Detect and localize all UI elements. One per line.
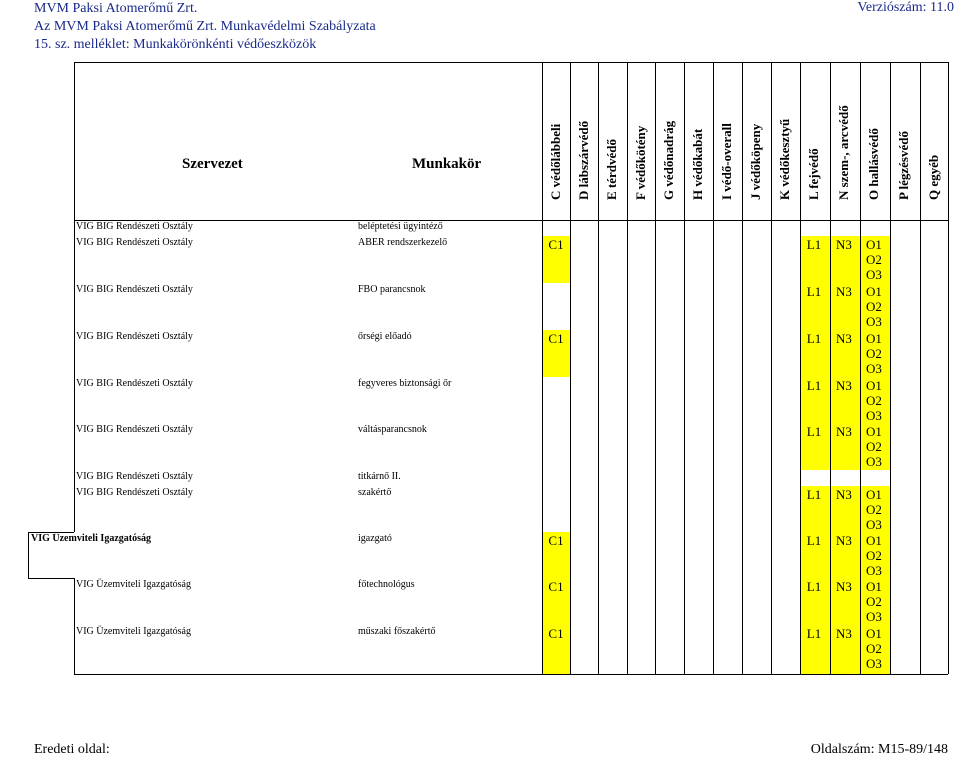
column-header-label: F védőkötény <box>633 125 648 200</box>
code-o: O1 <box>866 626 882 641</box>
code-l: L1 <box>806 331 822 346</box>
column-header-label: L fejvédő <box>806 148 821 200</box>
footer-original-page: Eredeti oldal: <box>34 742 110 757</box>
row-organization: VIG BIG Rendészeti Osztály <box>76 471 193 482</box>
row-job-title: váltásparancsnok <box>358 424 427 435</box>
grid-vline <box>74 62 75 220</box>
code-o: O3 <box>866 314 882 329</box>
code-o: O2 <box>866 502 882 517</box>
row-organization: VIG BIG Rendészeti Osztály <box>76 424 193 435</box>
row-job-title: ABER rendszerkezelő <box>358 237 448 248</box>
column-header-label: D lábszárvédő <box>576 120 591 200</box>
code-o: O2 <box>866 548 882 563</box>
column-header-label: E térdvédő <box>604 138 619 200</box>
code-o: O1 <box>866 533 882 548</box>
code-l: L1 <box>806 378 822 393</box>
grid-hline <box>74 220 948 221</box>
footer-page-number: Oldalszám: M15-89/148 <box>810 742 948 757</box>
code-o: O3 <box>866 454 882 469</box>
grid-vline <box>74 578 75 674</box>
code-o: O2 <box>866 439 882 454</box>
grid-vline <box>74 220 75 532</box>
column-header <box>570 70 598 220</box>
code-c: C1 <box>548 237 564 252</box>
row-organization: VIG BIG Rendészeti Osztály <box>76 487 193 498</box>
code-n: N3 <box>836 533 852 548</box>
grid-hline <box>28 578 74 579</box>
column-header <box>920 70 948 220</box>
column-header-label: G védőnadrág <box>661 120 676 200</box>
row-job-title: beléptetési ügyintéző <box>358 221 443 232</box>
code-o: O2 <box>866 641 882 656</box>
annex-title: 15. sz. melléklet: Munkakörönkénti védőeszközök <box>34 37 317 52</box>
code-o: O1 <box>866 424 882 439</box>
row-job-title: őrségi előadó <box>358 331 412 342</box>
column-header-label: N szem-, arcvédő <box>836 105 851 200</box>
grid-vline <box>28 532 29 578</box>
code-o: O3 <box>866 563 882 578</box>
code-o: O2 <box>866 594 882 609</box>
code-o: O2 <box>866 299 882 314</box>
code-n: N3 <box>836 626 852 641</box>
row-job-title: fegyveres biztonsági őr <box>358 378 452 389</box>
column-header-label: P légzésvédő <box>896 131 911 200</box>
column-header <box>542 70 570 220</box>
code-o: O1 <box>866 487 882 502</box>
code-o: O1 <box>866 579 882 594</box>
column-header <box>860 70 888 220</box>
code-n: N3 <box>836 487 852 502</box>
code-l: L1 <box>806 487 822 502</box>
row-job-title: szakértő <box>358 487 392 498</box>
code-o: O1 <box>866 378 882 393</box>
code-c: C1 <box>548 579 564 594</box>
job-column-header: Munkakör <box>412 156 482 172</box>
row-organization: VIG BIG Rendészeti Osztály <box>76 284 193 295</box>
row-job-title: főtechnológus <box>358 579 415 590</box>
column-header <box>598 70 626 220</box>
row-organization: VIG Üzemviteli Igazgatóság <box>76 626 191 637</box>
column-header-label: C védőlábbeli <box>548 123 563 200</box>
column-header <box>830 70 858 220</box>
column-header-label: K védőkesztyű <box>777 118 792 200</box>
code-l: L1 <box>806 533 822 548</box>
code-o: O3 <box>866 609 882 624</box>
document-title: Az MVM Paksi Atomerőmű Zrt. Munkavédelmi Szabályzata <box>34 19 376 34</box>
grid-vline <box>948 62 949 674</box>
code-o: O2 <box>866 393 882 408</box>
column-header <box>627 70 655 220</box>
row-organization: VIG BIG Rendészeti Osztály <box>76 331 193 342</box>
column-header-label: H védőkabát <box>690 128 705 200</box>
row-job-title: műszaki főszakértő <box>358 626 436 637</box>
row-job-title: igazgató <box>358 533 392 544</box>
org-column-header: Szervezet <box>182 156 243 172</box>
code-o: O3 <box>866 361 882 376</box>
column-header <box>713 70 741 220</box>
row-organization: VIG BIG Rendészeti Osztály <box>76 221 193 232</box>
column-header-label: O hallásvédő <box>866 128 881 200</box>
code-n: N3 <box>836 378 852 393</box>
code-n: N3 <box>836 237 852 252</box>
column-header <box>684 70 712 220</box>
code-o: O3 <box>866 656 882 671</box>
row-job-title: FBO parancsnok <box>358 284 426 295</box>
grid-hline <box>74 674 948 675</box>
column-header-label: Q egyéb <box>926 154 941 200</box>
version-label: Verziószám: 11.0 <box>857 0 954 15</box>
company-name: MVM Paksi Atomerőmű Zrt. <box>34 1 198 16</box>
column-header <box>890 70 918 220</box>
code-o: O2 <box>866 252 882 267</box>
code-c: C1 <box>548 331 564 346</box>
column-header-label: J védőköpeny <box>748 123 763 200</box>
code-n: N3 <box>836 424 852 439</box>
code-o: O3 <box>866 267 882 282</box>
grid-hline <box>74 62 948 63</box>
row-organization: VIG Üzemviteli Igazgatóság <box>76 579 191 590</box>
code-o: O1 <box>866 237 882 252</box>
row-job-title: titkárnő II. <box>358 471 401 482</box>
column-header <box>771 70 799 220</box>
code-n: N3 <box>836 331 852 346</box>
code-l: L1 <box>806 424 822 439</box>
code-n: N3 <box>836 284 852 299</box>
code-c: C1 <box>548 533 564 548</box>
code-n: N3 <box>836 579 852 594</box>
code-o: O1 <box>866 331 882 346</box>
column-header-label: I védő-overall <box>719 123 734 200</box>
code-o: O3 <box>866 517 882 532</box>
code-l: L1 <box>806 284 822 299</box>
code-o: O3 <box>866 408 882 423</box>
column-header <box>655 70 683 220</box>
row-organization: VIG BIG Rendészeti Osztály <box>76 237 193 248</box>
column-header <box>800 70 828 220</box>
code-o: O2 <box>866 346 882 361</box>
code-l: L1 <box>806 626 822 641</box>
code-c: C1 <box>548 626 564 641</box>
code-l: L1 <box>806 579 822 594</box>
column-header <box>742 70 770 220</box>
code-o: O1 <box>866 284 882 299</box>
row-organization: VIG Üzemviteli Igazgatóság <box>31 533 151 544</box>
code-l: L1 <box>806 237 822 252</box>
row-organization: VIG BIG Rendészeti Osztály <box>76 378 193 389</box>
